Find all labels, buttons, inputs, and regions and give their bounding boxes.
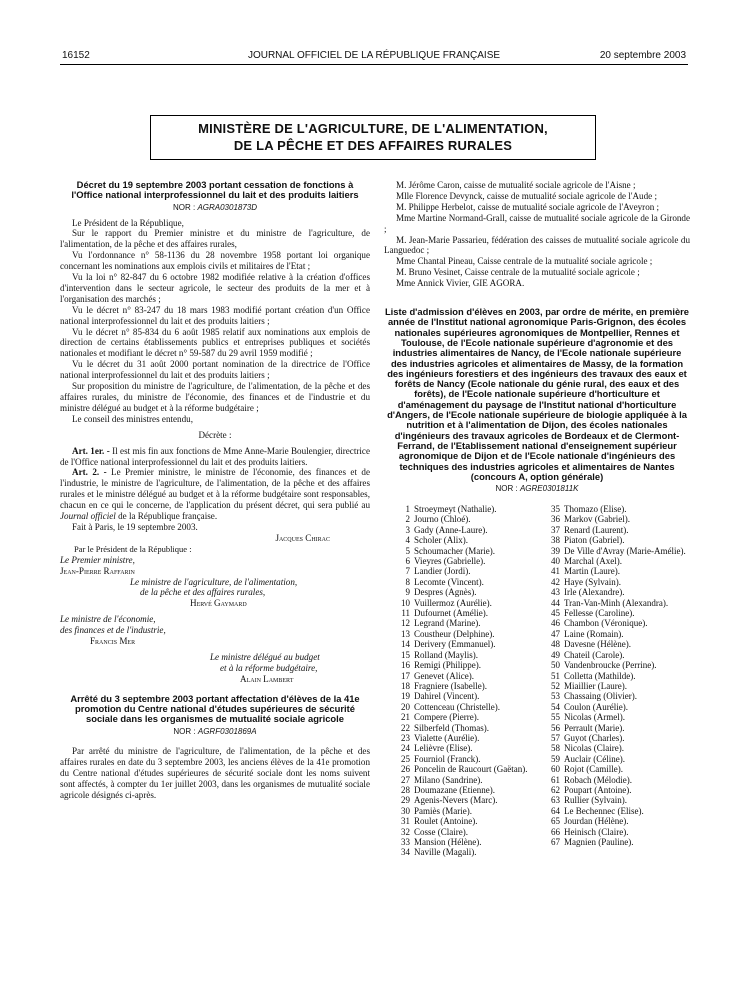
- candidate-name: Fellesse (Caroline).: [564, 608, 635, 619]
- decret-para: Le Président de la République,: [72, 217, 184, 228]
- assignment: Mme Annick Vivier, GIE AGORA.: [396, 278, 525, 289]
- list-item: [538, 723, 690, 733]
- rank-number: 30: [401, 805, 410, 816]
- rank-number: 7: [405, 566, 410, 577]
- list-item: [538, 525, 690, 535]
- rank-number: 9: [405, 587, 410, 598]
- candidate-name: Derivery (Emmanuel).: [414, 639, 496, 650]
- pm-title: Le Premier ministre,: [60, 554, 135, 565]
- admission-list: [384, 504, 690, 858]
- candidate-name: Agenis-Nevers (Marc).: [414, 795, 498, 806]
- candidate-name: Jourdan (Hélène).: [564, 816, 629, 827]
- candidate-name: Miaillier (Laure).: [564, 680, 627, 691]
- candidate-name: Rojot (Camille).: [564, 764, 623, 775]
- list-item: [538, 806, 690, 816]
- list-item: [538, 639, 690, 649]
- candidate-name: Silberfeld (Thomas).: [414, 722, 489, 733]
- list-item: [538, 650, 690, 660]
- agri-title-1: Le ministre de l'agriculture, de l'alimentation,: [130, 576, 298, 587]
- candidate-name: Tran-Van-Minh (Alexandra).: [564, 597, 669, 608]
- rank-number: 60: [551, 764, 560, 775]
- list-item: [538, 681, 690, 691]
- assignment: M. Philippe Herbelot, caisse de mutualité sociale agricole de l'Aveyron ;: [396, 201, 660, 212]
- list-item: [538, 608, 690, 618]
- rank-number: 8: [405, 576, 410, 587]
- list-item: [388, 764, 538, 774]
- assignment: Mlle Florence Devynck, caisse de mutualité sociale agricole de l'Aude ;: [396, 190, 657, 201]
- candidate-name: Heinisch (Claire).: [564, 826, 629, 837]
- candidate-name: Rullier (Sylvain).: [564, 795, 627, 806]
- list-item: [538, 785, 690, 795]
- list-item: [538, 754, 690, 764]
- candidate-name: Magnien (Pauline).: [564, 837, 634, 848]
- list-item: [538, 733, 690, 743]
- candidate-name: Vandenbroucke (Perrine).: [564, 660, 657, 671]
- nor-label: NOR :: [173, 726, 196, 736]
- list-item: [538, 702, 690, 712]
- list-item: [388, 546, 538, 556]
- list-item: [538, 660, 690, 670]
- list-item: [388, 535, 538, 545]
- candidate-name: Guyot (Charles).: [564, 732, 625, 743]
- rank-number: 44: [551, 597, 560, 608]
- list-item: [388, 712, 538, 722]
- rank-number: 46: [551, 618, 560, 629]
- ministry-line-2: DE LA PÊCHE ET DES AFFAIRES RURALES: [233, 138, 513, 153]
- rank-number: 15: [401, 649, 410, 660]
- rank-number: 49: [551, 649, 560, 660]
- rank-number: 21: [401, 712, 410, 723]
- candidate-name: Legrand (Marine).: [414, 618, 481, 629]
- candidate-name: Marchal (Axel).: [564, 556, 622, 567]
- list-item: [388, 639, 538, 649]
- list-item: [388, 504, 538, 514]
- candidate-name: Doumazane (Etienne).: [414, 784, 495, 795]
- list-item: [388, 837, 538, 847]
- list-item: [388, 525, 538, 535]
- decret-para: Vu le décret n° 85-834 du 6 août 1985 relatif aux nominations aux emplois de direction de certains établissements publics et entreprises publiques et sociétés nationales et modifiant le décret n° 59-587 du 29 avril 1959 modifié ;: [60, 326, 370, 359]
- candidate-name: Piaton (Gabriel).: [564, 535, 625, 546]
- candidate-name: Gady (Anne-Laure).: [414, 524, 488, 535]
- candidate-name: Roulet (Antoine).: [414, 816, 478, 827]
- list-item: [388, 556, 538, 566]
- rank-number: 1: [405, 504, 410, 515]
- rank-number: 67: [551, 837, 560, 848]
- rank-number: 65: [551, 816, 560, 827]
- rank-number: 35: [551, 504, 560, 515]
- list-item: [388, 660, 538, 670]
- eco-name: Francis Mer: [90, 636, 136, 647]
- rank-number: 48: [551, 639, 560, 650]
- rank-number: 19: [401, 691, 410, 702]
- rank-number: 41: [551, 566, 560, 577]
- art1-label: Art. 1er. -: [72, 445, 110, 456]
- ministry-box: [150, 115, 596, 160]
- rank-number: 54: [551, 701, 560, 712]
- candidate-name: Naville (Magali).: [414, 847, 477, 858]
- candidate-name: Chassaing (Olivier).: [564, 691, 637, 702]
- rank-number: 37: [551, 524, 560, 535]
- rank-number: 11: [401, 608, 410, 619]
- art2-journal: Journal officiel: [60, 511, 116, 522]
- list-item: [388, 598, 538, 608]
- candidate-name: Poupart (Antoine).: [564, 784, 632, 795]
- candidate-name: Martin (Laure).: [564, 566, 620, 577]
- candidate-name: Stroeymeyt (Nathalie).: [414, 504, 497, 515]
- rank-number: 40: [551, 556, 560, 567]
- list-item: [388, 827, 538, 837]
- candidate-name: Dufournet (Amélie).: [414, 608, 488, 619]
- liste-nor: [384, 484, 690, 495]
- rank-number: 22: [401, 722, 410, 733]
- rank-number: 14: [401, 639, 410, 650]
- list-item: [388, 650, 538, 660]
- list-item: [538, 504, 690, 514]
- candidate-name: Robach (Mélodie).: [564, 774, 632, 785]
- arrete-title: Arrêté du 3 septembre 2003 portant affectation d'élèves de la 41e promotion du Centre national d'études supérieures de sécurité sociale dans les organismes de mutualité sociale agricole: [70, 692, 360, 725]
- rank-number: 31: [401, 816, 410, 827]
- par-le-president: Par le Président de la République :: [74, 543, 192, 554]
- list-item: [388, 816, 538, 826]
- rank-number: 42: [551, 576, 560, 587]
- list-item: [538, 671, 690, 681]
- candidate-name: Nicolas (Claire).: [564, 743, 624, 754]
- list-item: [388, 671, 538, 681]
- decret-para: Sur le rapport du Premier ministre et du ministre de l'agriculture, de l'alimentation, de la pêche et des affaires rurales,: [60, 228, 370, 250]
- art2-text-b: de la République française.: [118, 511, 218, 522]
- candidate-name: Vuillermoz (Aurélie).: [414, 597, 492, 608]
- candidate-name: De Ville d'Avray (Marie-Amélie).: [564, 545, 686, 556]
- list-item: [538, 577, 690, 587]
- candidate-name: Pamiès (Marie).: [414, 805, 472, 816]
- candidate-name: Vieyres (Gabrielle).: [414, 556, 486, 567]
- rank-number: 27: [401, 774, 410, 785]
- rank-number: 12: [401, 618, 410, 629]
- decret-para: Vu le décret n° 83-247 du 18 mars 1983 modifié portant création d'un Office national interprofessionnel du lait et des produits laitiers ;: [60, 304, 370, 326]
- rank-number: 16: [401, 660, 410, 671]
- candidate-name: Rolland (Maylis).: [414, 649, 478, 660]
- rank-number: 3: [405, 524, 410, 535]
- list-item: [538, 618, 690, 628]
- nor-code: AGRA0301873D: [197, 202, 258, 212]
- rank-number: 28: [401, 784, 410, 795]
- rank-number: 6: [405, 556, 410, 567]
- list-item: [538, 775, 690, 785]
- list-item: [538, 827, 690, 837]
- candidate-name: Milano (Sandrine).: [414, 774, 483, 785]
- rank-number: 38: [551, 535, 560, 546]
- nor-label: NOR :: [495, 484, 518, 494]
- candidate-name: Coulon (Aurélie).: [564, 701, 628, 712]
- ministry-line-1: MINISTÈRE DE L'AGRICULTURE, DE L'ALIMENTATION,: [198, 121, 548, 136]
- rank-number: 43: [551, 587, 560, 598]
- list-item: [538, 764, 690, 774]
- rank-number: 29: [401, 795, 410, 806]
- list-item: [538, 514, 690, 524]
- list-item: [538, 535, 690, 545]
- rank-number: 24: [401, 743, 410, 754]
- candidate-name: Journo (Chloé).: [414, 514, 471, 525]
- decret-para: Vu la loi n° 82-847 du 6 octobre 1982 modifiée relative à la création d'offices d'intervention dans le secteur agricole, le secteur des produits de la mer et à l'organisation des marchés ;: [60, 272, 370, 304]
- left-column: [60, 180, 370, 801]
- rank-number: 64: [551, 805, 560, 816]
- list-item: [388, 618, 538, 628]
- art1-text: Il est mis fin aux fonctions de Mme Anne-Marie Boulengier, directrice de l'Office national interprofessionnel du lait et des produits laitiers.: [60, 445, 370, 467]
- budget-title-1: Le ministre délégué au budget: [210, 651, 320, 662]
- rank-number: 17: [401, 670, 410, 681]
- rank-number: 57: [551, 732, 560, 743]
- rank-number: 63: [551, 795, 560, 806]
- nor-label: NOR :: [172, 202, 196, 212]
- right-column: [384, 180, 690, 858]
- candidate-name: Despres (Agnès).: [414, 587, 477, 598]
- agri-title-2: de la pêche et des affaires rurales,: [140, 587, 266, 598]
- art2-text-a: Le Premier ministre, le ministre de l'économie, des finances et de l'industrie, le ministre de l'agriculture, de l'alimentation, de la pêche et des affaires rurales et le ministre délégué au budget et à la réforme budgétaire sont responsables, chacun en ce qui le concerne, de l'application du présent décret, qui sera publié au: [60, 467, 370, 511]
- rank-number: 59: [551, 753, 560, 764]
- rank-number: 10: [401, 597, 410, 608]
- candidate-name: Poncelin de Raucourt (Gaëtan).: [414, 764, 528, 775]
- arrete-nor: [60, 727, 370, 738]
- rank-number: 26: [401, 764, 410, 775]
- candidate-name: Genevet (Alice).: [414, 670, 474, 681]
- decrete: Décrète :: [198, 429, 232, 440]
- rank-number: 45: [551, 608, 560, 619]
- list-item: [388, 785, 538, 795]
- rank-number: 58: [551, 743, 560, 754]
- candidate-name: Scholer (Alix).: [414, 535, 468, 546]
- list-item: [388, 795, 538, 805]
- candidate-name: Nicolas (Armel).: [564, 712, 625, 723]
- rank-number: 39: [551, 545, 560, 556]
- arrete-text: Par arrêté du ministre de l'agriculture, de l'alimentation, de la pêche et des affaires rurales en date du 3 septembre 2003, les anciens élèves de la 41e promotion du Centre national d'études supérieures de sécurité sociale dont les noms suivent sont affectés, à compter du 1er juillet 2003, dans les organismes de mutualité sociale agricole désignés ci-après.: [60, 746, 370, 801]
- rank-number: 53: [551, 691, 560, 702]
- candidate-name: Cosse (Claire).: [414, 826, 468, 837]
- rank-number: 2: [405, 514, 410, 525]
- rank-number: 50: [551, 660, 560, 671]
- publication-date: 20 septembre 2003: [599, 50, 686, 61]
- admission-list-col-2: [538, 504, 690, 858]
- candidate-name: Auclair (Céline).: [564, 753, 625, 764]
- list-item: [538, 691, 690, 701]
- candidate-name: Markov (Gabriel).: [564, 514, 630, 525]
- candidate-name: Vialette (Aurélie).: [414, 732, 480, 743]
- page-number: 16152: [62, 50, 90, 61]
- pm-name: Jean-Pierre Raffarin: [60, 565, 135, 576]
- list-item: [388, 608, 538, 618]
- rank-number: 5: [405, 545, 410, 556]
- list-item: [388, 702, 538, 712]
- list-item: [388, 514, 538, 524]
- decret-para: Vu le décret du 31 août 2000 portant nomination de la directrice de l'Office national interprofessionnel du lait et des produits laitiers ;: [60, 359, 370, 381]
- candidate-name: Schoumacher (Marie).: [414, 545, 495, 556]
- candidate-name: Fourniol (Franck).: [414, 753, 481, 764]
- journal-title: JOURNAL OFFICIEL DE LA RÉPUBLIQUE FRANÇAISE: [247, 50, 501, 61]
- rank-number: 56: [551, 722, 560, 733]
- rank-number: 62: [551, 784, 560, 795]
- decret-title: Décret du 19 septembre 2003 portant cessation de fonctions à l'Office national interprofessionnel du lait et des produits laitiers: [71, 179, 359, 201]
- candidate-name: Lecomte (Vincent).: [414, 576, 484, 587]
- candidate-name: Lelièvre (Elise).: [414, 743, 473, 754]
- candidate-name: Mansion (Hélène).: [414, 837, 482, 848]
- decret-para: Le conseil des ministres entendu,: [72, 413, 193, 424]
- candidate-name: Cottenceau (Christelle).: [414, 701, 500, 712]
- list-item: [388, 681, 538, 691]
- candidate-name: Fragniere (Isabelle).: [414, 680, 487, 691]
- list-item: [388, 743, 538, 753]
- assignment: Mme Martine Normand-Grall, caisse de mutualité sociale agricole de la Gironde ;: [384, 212, 690, 234]
- list-item: [538, 587, 690, 597]
- candidate-name: Dahirel (Vincent).: [414, 691, 480, 702]
- rank-number: 36: [551, 514, 560, 525]
- article-2: [60, 467, 370, 522]
- candidate-name: Davesne (Hélène).: [564, 639, 631, 650]
- list-item: [538, 598, 690, 608]
- candidate-name: Perrault (Marie).: [564, 722, 625, 733]
- rank-number: 33: [401, 837, 410, 848]
- done-at: Fait à Paris, le 19 septembre 2003.: [72, 521, 198, 532]
- rank-number: 32: [401, 826, 410, 837]
- list-item: [388, 775, 538, 785]
- rank-number: 4: [405, 535, 410, 546]
- candidate-name: Chambon (Véronique).: [564, 618, 648, 629]
- list-item: [538, 743, 690, 753]
- list-item: [388, 566, 538, 576]
- list-item: [538, 816, 690, 826]
- candidate-name: Thomazo (Elise).: [564, 504, 627, 515]
- art2-label: Art. 2. -: [72, 467, 107, 478]
- nor-code: AGRE0301811K: [519, 484, 579, 494]
- rank-number: 66: [551, 826, 560, 837]
- eco-title-2: des finances et de l'industrie,: [60, 625, 166, 636]
- rank-number: 23: [401, 732, 410, 743]
- rank-number: 25: [401, 753, 410, 764]
- list-item: [388, 754, 538, 764]
- rank-number: 13: [401, 628, 410, 639]
- list-item: [388, 577, 538, 587]
- nor-code: AGRF0301869A: [197, 726, 257, 736]
- budget-name: Alain Lambert: [240, 673, 294, 684]
- president-signature: Jacques Chirac: [275, 532, 330, 543]
- list-item: [538, 712, 690, 722]
- decret-para: Vu l'ordonnance n° 58-1136 du 28 novembre 1958 portant loi organique concernant les nominations aux emplois civils et militaires de l'Etat ;: [60, 250, 370, 272]
- rank-number: 52: [551, 680, 560, 691]
- article-1: [60, 446, 370, 468]
- admission-list-col-1: [388, 504, 538, 858]
- candidate-name: Landier (Jordi).: [414, 566, 471, 577]
- decret-para: Sur proposition du ministre de l'agriculture, de l'alimentation, de la pêche et des affaires rurales, du ministre de l'économie, des finances et de l'industrie et du ministre délégué au budget et à la réforme budgétaire ;: [60, 381, 370, 413]
- list-item: [538, 546, 690, 556]
- assignment: M. Jean-Marie Passarieu, fédération des caisses de mutualité sociale agricole du Languedoc ;: [384, 234, 690, 256]
- list-item: [538, 795, 690, 805]
- candidate-name: Chateil (Carole).: [564, 649, 625, 660]
- rank-number: 34: [401, 847, 410, 858]
- rank-number: 55: [551, 712, 560, 723]
- candidate-name: Coustheur (Delphine).: [414, 628, 495, 639]
- list-item: [538, 629, 690, 639]
- list-item: [388, 806, 538, 816]
- candidate-name: Compere (Pierre).: [414, 712, 479, 723]
- header-rule: [60, 64, 688, 65]
- list-item: [388, 733, 538, 743]
- rank-number: 20: [401, 701, 410, 712]
- liste-title: Liste d'admission d'élèves en 2003, par ordre de mérite, en première année de l'Institut national agronomique Paris-Grignon, des écoles nationales supérieures agronomiques de Montpellier, Rennes et Toulouse, de l'Ecole nationale supérieure d'agronomie et des industries alimentaires de Nancy, de l'Ecole nationale supérieure des industries agricoles et alimentaires de Massy, de la formation des ingénieurs forestiers et des ingénieurs des travaux des eaux et forêts de Nancy (Ecole nationale du génie rural, des eaux et des forêts), de l'Ecole nationale supérieure d'horticulture et d'aménagement du paysage de l'Institut national d'horticulture d'Angers, de l'Ecole nationale supérieure de biologie appliquée à la nutrition et à l'alimentation de Dijon, des écoles nationales d'ingénieurs des travaux agricoles de Bordeaux et de Clermont-Ferrand, de l'Etablissement national d'enseignement supérieur agronomique de Dijon et de l'Ecole nationale d'ingénieurs des techniques des industries agricoles et alimentaires de Nantes (concours A, option générale): [384, 306, 690, 482]
- list-item: [538, 837, 690, 847]
- candidate-name: Irle (Alexandre).: [564, 587, 625, 598]
- rank-number: 61: [551, 774, 560, 785]
- list-item: [388, 629, 538, 639]
- budget-title-2: et à la réforme budgétaire,: [220, 662, 318, 673]
- decret-nor: [60, 203, 370, 214]
- candidate-name: Colletta (Mathilde).: [564, 670, 636, 681]
- agri-name: Hervé Gaymard: [190, 598, 247, 609]
- rank-number: 47: [551, 628, 560, 639]
- list-item: [538, 556, 690, 566]
- candidate-name: Laine (Romain).: [564, 628, 624, 639]
- assignment: Mme Chantal Pineau, Caisse centrale de la mutualité sociale agricole ;: [396, 256, 653, 267]
- candidate-name: Renard (Laurent).: [564, 524, 629, 535]
- list-item: [388, 847, 538, 857]
- assignment: M. Jérôme Caron, caisse de mutualité sociale agricole de l'Aisne ;: [396, 180, 636, 190]
- list-item: [538, 566, 690, 576]
- candidate-name: Le Bechennec (Elise).: [564, 805, 644, 816]
- assignment: M. Bruno Vesinet, Caisse centrale de la mutualité sociale agricole ;: [396, 267, 640, 278]
- candidate-name: Haye (Sylvain).: [564, 576, 621, 587]
- list-item: [388, 691, 538, 701]
- candidate-name: Remigi (Philippe).: [414, 660, 481, 671]
- rank-number: 51: [551, 670, 560, 681]
- rank-number: 18: [401, 680, 410, 691]
- list-item: [388, 723, 538, 733]
- eco-title-1: Le ministre de l'économie,: [60, 614, 156, 625]
- list-item: [388, 587, 538, 597]
